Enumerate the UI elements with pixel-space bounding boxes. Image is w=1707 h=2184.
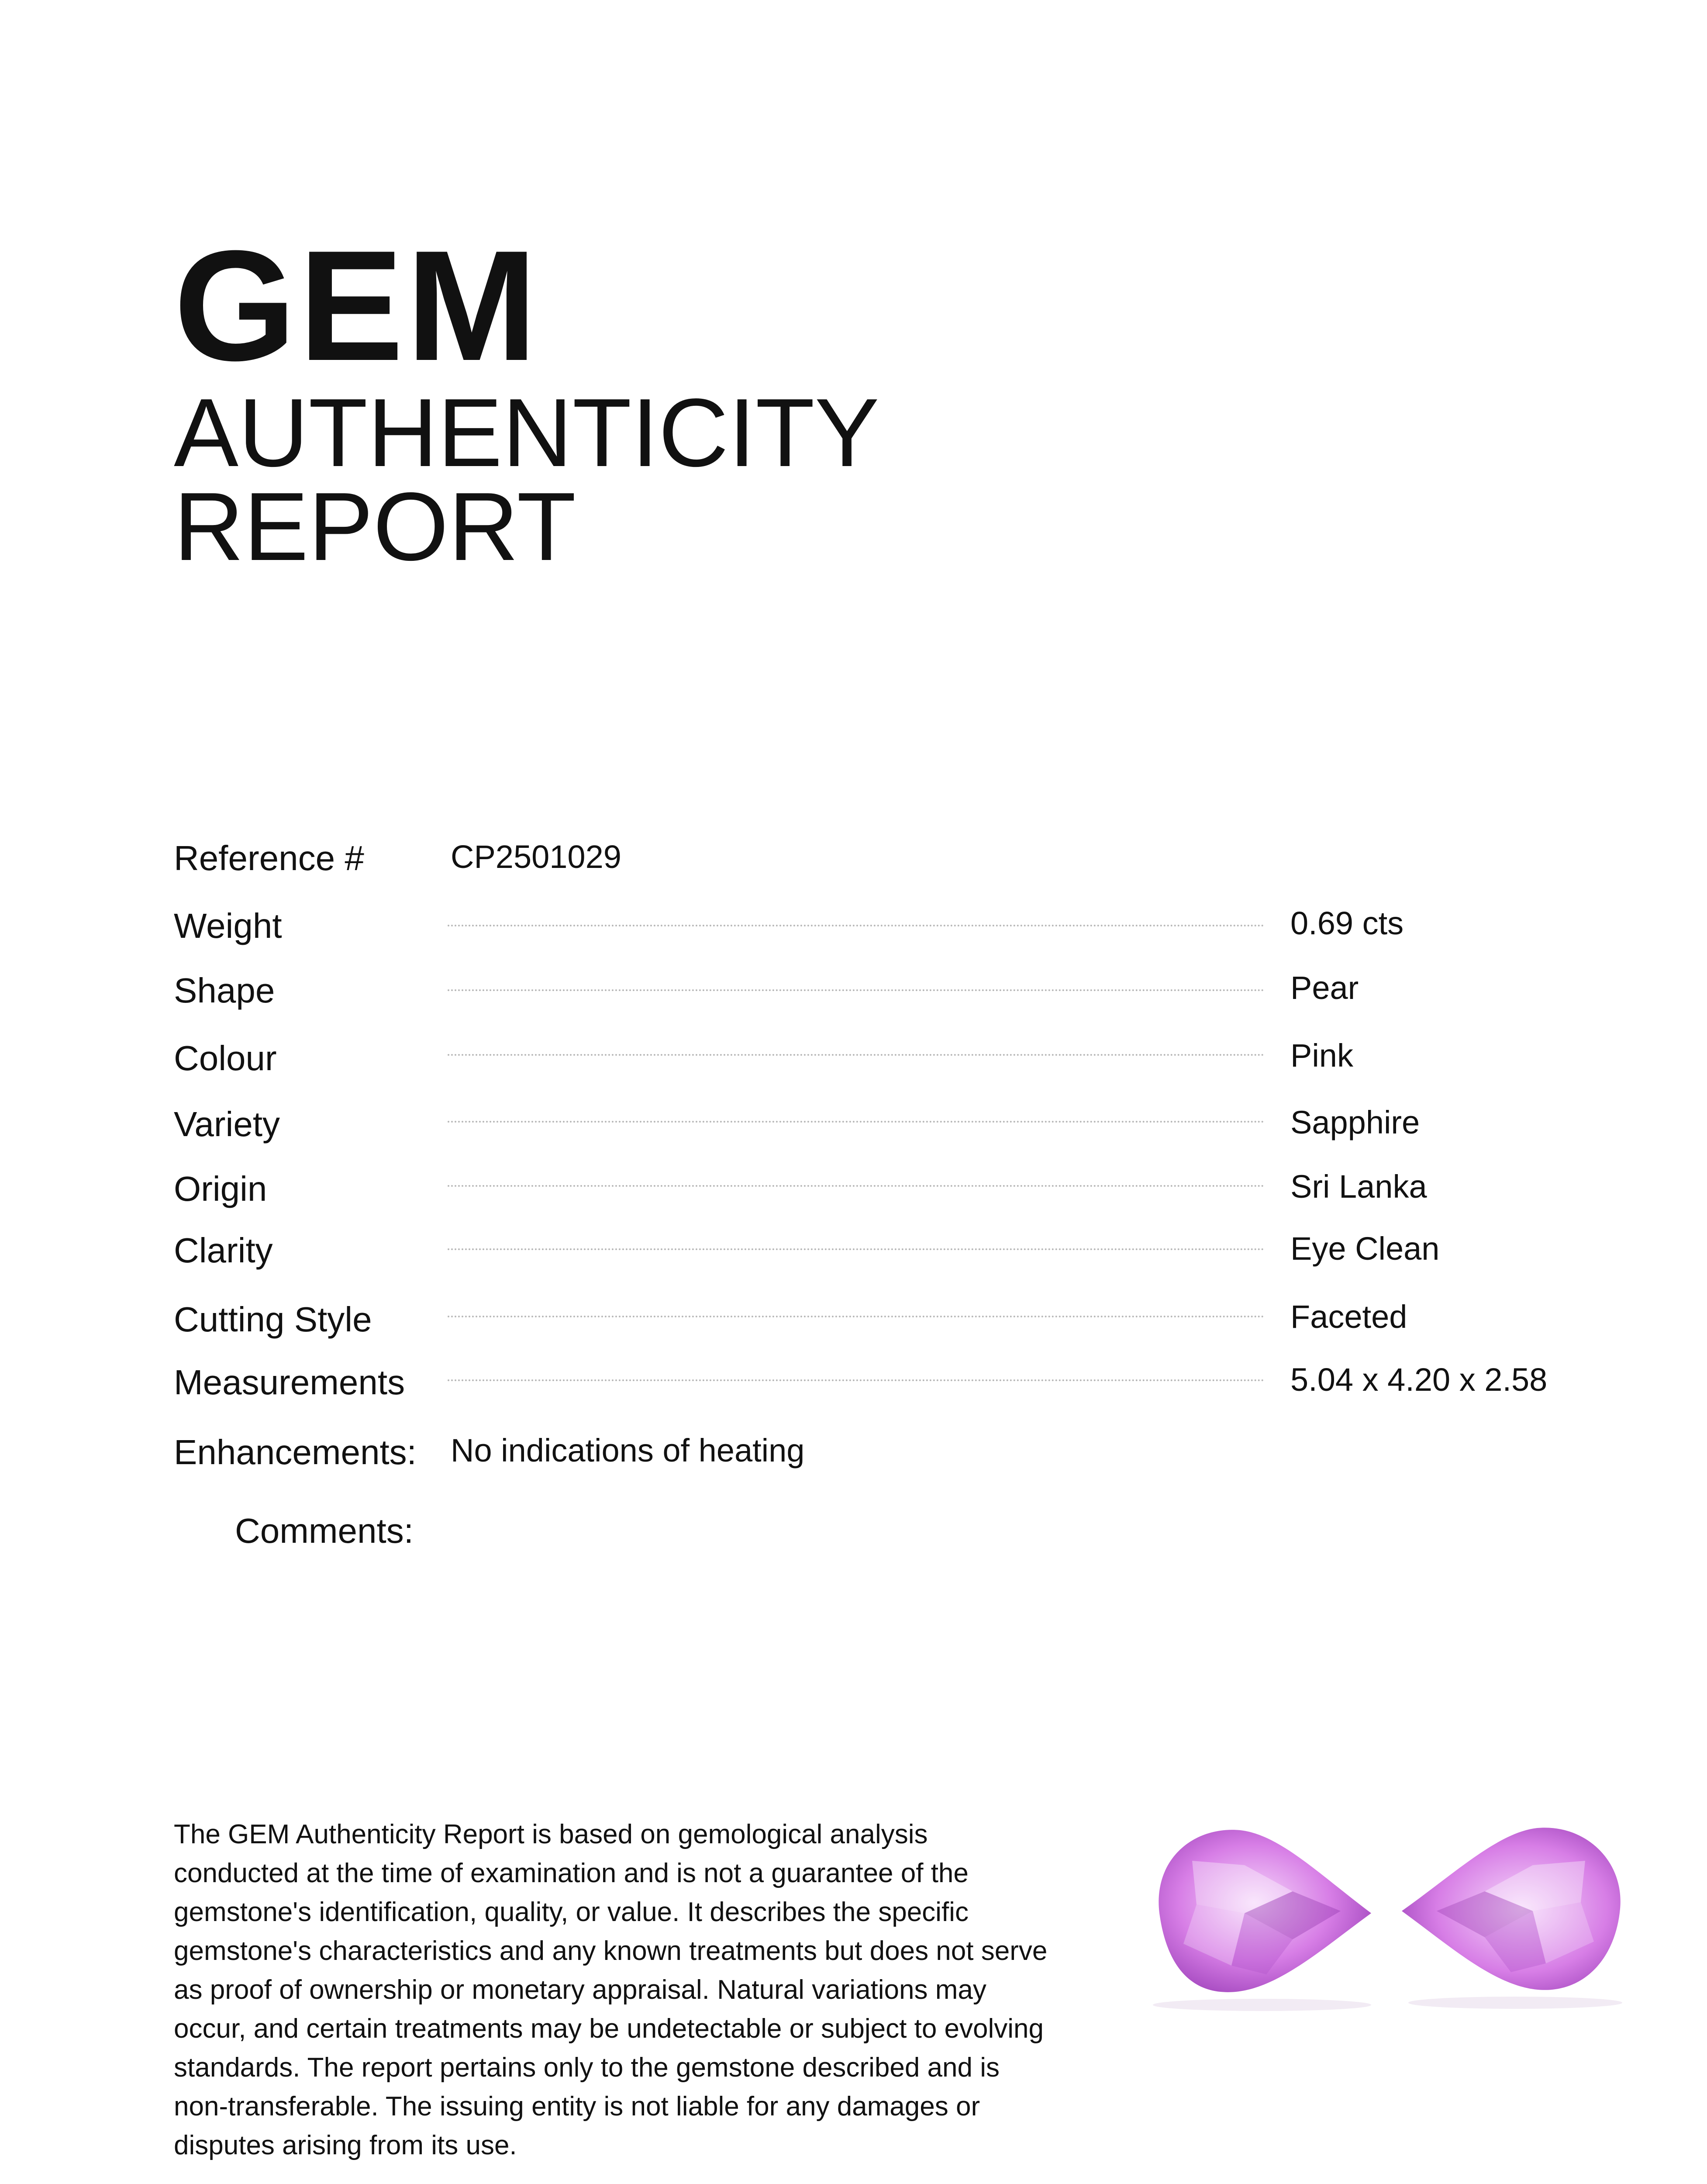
reference-value: CP2501029 xyxy=(451,839,621,875)
colour-value: Pink xyxy=(1290,1037,1353,1074)
shape-value: Pear xyxy=(1290,970,1359,1006)
variety-leader-line xyxy=(448,1121,1264,1123)
report-subtitle-line2: REPORT xyxy=(174,473,576,581)
colour-leader-line xyxy=(448,1054,1264,1056)
origin-leader-line xyxy=(448,1185,1264,1187)
colour-label: Colour xyxy=(174,1039,277,1078)
weight-leader-line xyxy=(448,925,1264,926)
origin-value: Sri Lanka xyxy=(1290,1168,1427,1205)
report-subtitle-line1: AUTHENTICITY xyxy=(174,379,879,487)
gemstone-image xyxy=(1135,1800,1638,2018)
origin-label: Origin xyxy=(174,1169,267,1208)
measurements-leader-line xyxy=(448,1379,1264,1381)
measurements-value: 5.04 x 4.20 x 2.58 xyxy=(1290,1362,1548,1398)
report-title: GEM xyxy=(174,218,540,394)
variety-label: Variety xyxy=(174,1105,280,1144)
weight-label: Weight xyxy=(174,906,282,945)
measurements-label: Measurements xyxy=(174,1363,405,1402)
weight-value: 0.69 cts xyxy=(1290,905,1404,941)
disclaimer-text: The GEM Authenticity Report is based on gemological analysis conducted at the time of examination and is not a guarantee of the gemstone's identification, quality, or value. It describes the specific gemstone's characteristics and any known treatments but does not serve as proof of ownership or monetary appraisal. Natural variations may occur, and certain treatments may be undetectable or subject to evolving standards. The report pertains only to the gemstone described and is non-transferable. The issuing entity is not liable for any damages or disputes arising from its use. xyxy=(174,1819,1048,2160)
clarity-leader-line xyxy=(448,1248,1264,1250)
cutting-style-leader-line xyxy=(448,1316,1264,1317)
cutting-style-label: Cutting Style xyxy=(174,1300,372,1339)
clarity-value: Eye Clean xyxy=(1290,1230,1440,1267)
comments-label: Comments: xyxy=(235,1511,414,1550)
clarity-label: Clarity xyxy=(174,1231,273,1270)
reference-label: Reference # xyxy=(174,839,364,878)
gem-right xyxy=(1402,1828,1622,2009)
cutting-style-value: Faceted xyxy=(1290,1299,1407,1335)
variety-value: Sapphire xyxy=(1290,1104,1420,1140)
enhancements-value: No indications of heating xyxy=(451,1432,805,1469)
shape-leader-line xyxy=(448,989,1264,991)
enhancements-label: Enhancements: xyxy=(174,1433,417,1472)
shape-label: Shape xyxy=(174,971,275,1010)
gem-left xyxy=(1153,1830,1371,2011)
